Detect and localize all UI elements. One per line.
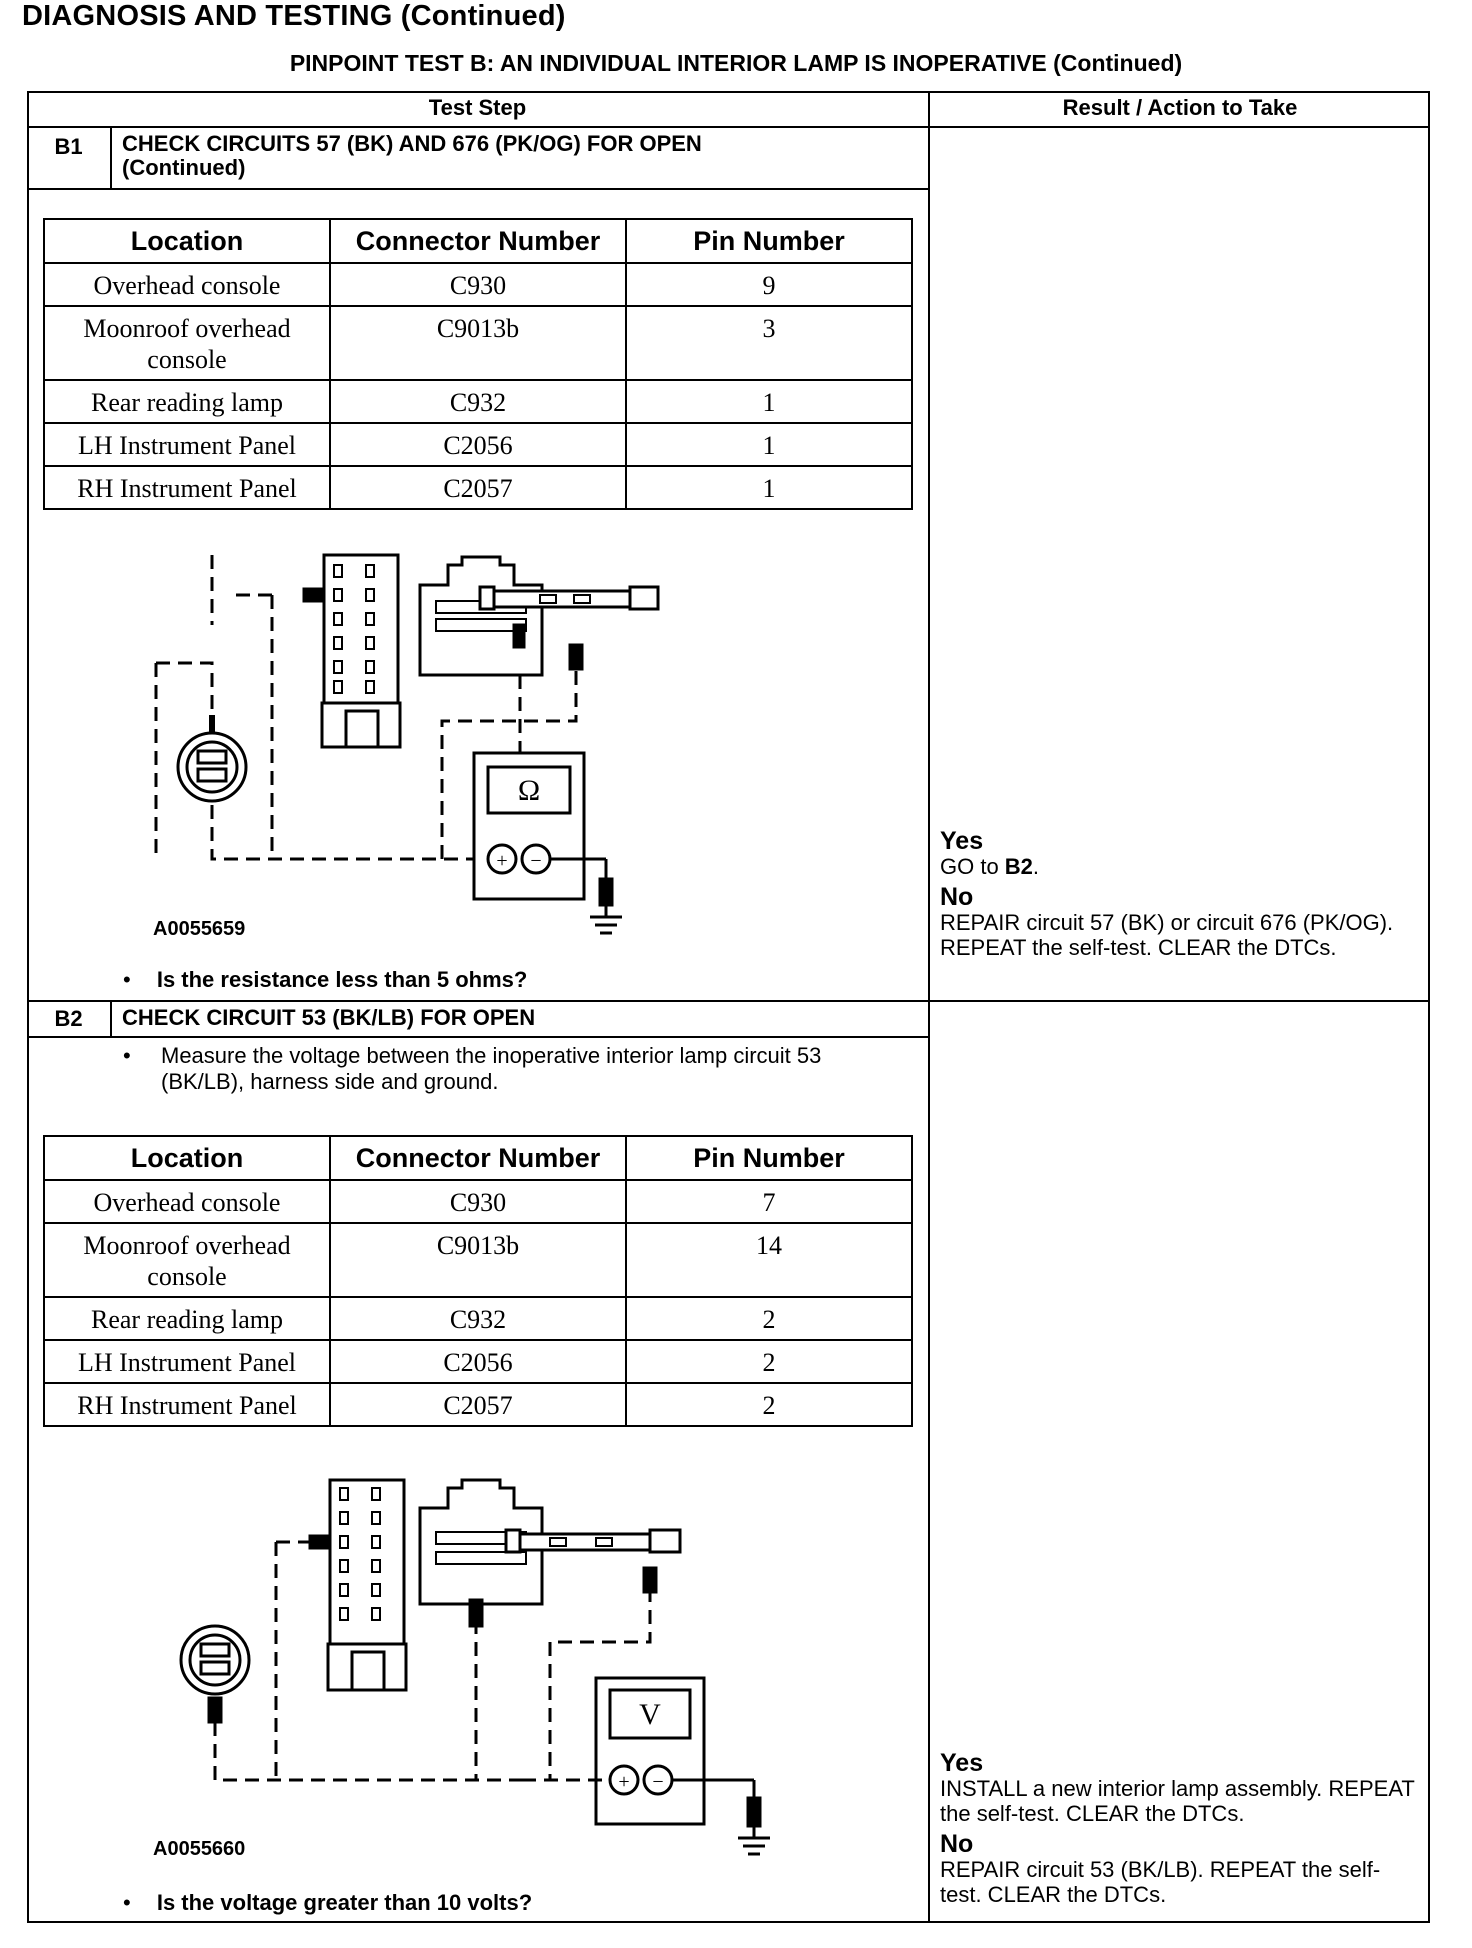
cell-pin: 2 — [626, 1340, 912, 1383]
wiring-diagram-b1 — [100, 545, 820, 945]
table-row — [44, 1223, 912, 1297]
wiring-diagram-b2 — [150, 1472, 810, 1872]
cell-connector: C2056 — [330, 423, 626, 466]
page-title: DIAGNOSIS AND TESTING (Continued) — [22, 0, 566, 32]
cell-location: Rear reading lamp — [44, 380, 330, 423]
table-row — [44, 380, 912, 423]
column-header-result: Result / Action to Take — [1062, 95, 1298, 120]
cell-location: Overhead console — [44, 1180, 330, 1223]
table-row — [44, 1340, 912, 1383]
step-title-line: (Continued) — [122, 155, 246, 180]
lamp-socket-icon — [181, 1626, 249, 1722]
negative-terminal-icon: − — [652, 1771, 664, 1793]
step-title — [122, 132, 702, 180]
cell-pin: 2 — [626, 1297, 912, 1340]
result-b1 — [940, 823, 1420, 960]
no-label: No — [940, 1830, 974, 1858]
cell-pin: 2 — [626, 1383, 912, 1426]
cell-location: Rear reading lamp — [44, 1297, 330, 1340]
no-text: REPAIR circuit 53 (BK/LB). REPEAT the self-test. CLEAR the DTCs. — [940, 1857, 1381, 1907]
cell-location: Moonroof overhead console — [44, 1223, 330, 1297]
lamp-socket-icon — [178, 715, 246, 801]
cell-pin: 3 — [626, 306, 912, 380]
yes-text: GO to B2. — [940, 854, 1040, 879]
question-text: Is the voltage greater than 10 volts? — [156, 1890, 533, 1915]
cell-connector: C9013b — [330, 1223, 626, 1297]
table-row — [44, 423, 912, 466]
cell-location: LH Instrument Panel — [44, 423, 330, 466]
meter-symbol: V — [639, 1698, 661, 1731]
yes-label: Yes — [940, 827, 984, 855]
table-header-row — [44, 1136, 912, 1180]
step-id: B1 — [54, 134, 83, 159]
figure-id: A0055660 — [153, 1838, 246, 1860]
cell-pin: 1 — [626, 466, 912, 509]
cell-connector: C932 — [330, 380, 626, 423]
cell-location: RH Instrument Panel — [44, 466, 330, 509]
table-row — [44, 263, 912, 306]
positive-terminal-icon: + — [618, 1771, 630, 1793]
cell-connector: C930 — [330, 1180, 626, 1223]
column-header-location: Location — [44, 219, 330, 263]
yes-label: Yes — [940, 1749, 984, 1777]
cell-connector: C930 — [330, 263, 626, 306]
question-text: Is the resistance less than 5 ohms? — [156, 967, 528, 992]
cell-pin: 7 — [626, 1180, 912, 1223]
connector-c930-icon — [304, 555, 400, 747]
column-header-connector: Connector Number — [330, 219, 626, 263]
column-header-pin: Pin Number — [626, 1136, 912, 1180]
cell-pin: 1 — [626, 423, 912, 466]
figure-id: A0055659 — [153, 918, 246, 940]
no-label: No — [940, 883, 974, 911]
cell-location: Overhead console — [44, 263, 330, 306]
cell-location: LH Instrument Panel — [44, 1340, 330, 1383]
bullet-icon: • — [123, 967, 131, 992]
cell-pin: 1 — [626, 380, 912, 423]
column-header-location: Location — [44, 1136, 330, 1180]
step-title-line: CHECK CIRCUITS 57 (BK) AND 676 (PK/OG) FOR OPEN — [122, 131, 702, 156]
step-b1-header — [27, 128, 928, 190]
table-row — [44, 1383, 912, 1426]
step-instruction — [123, 1043, 903, 1095]
pinpoint-test-title: PINPOINT TEST B: AN INDIVIDUAL INTERIOR LAMP IS INOPERATIVE (Continued) — [289, 50, 1183, 76]
result-b2 — [940, 1745, 1420, 1907]
cell-connector: C2056 — [330, 1340, 626, 1383]
bullet-icon: • — [123, 1890, 131, 1915]
no-text: REPAIR circuit 57 (BK) or circuit 676 (PK/OG). REPEAT the self-test. CLEAR the DTCs. — [940, 910, 1394, 960]
positive-terminal-icon: + — [496, 850, 508, 872]
table-row — [44, 306, 912, 380]
column-header-test-step: Test Step — [428, 95, 527, 120]
cell-pin: 9 — [626, 263, 912, 306]
step-id-divider — [110, 128, 112, 190]
step-question — [123, 1890, 532, 1916]
table-row — [44, 1297, 912, 1340]
cell-connector: C2057 — [330, 1383, 626, 1426]
negative-terminal-icon: − — [530, 850, 542, 872]
table-row — [44, 1180, 912, 1223]
step-title: CHECK CIRCUIT 53 (BK/LB) FOR OPEN — [122, 1005, 536, 1030]
connector-c930-icon — [310, 1480, 406, 1690]
cell-location: Moonroof overhead console — [44, 306, 330, 380]
cell-connector: C9013b — [330, 306, 626, 380]
instruction-text: Measure the voltage between the inoperative interior lamp circuit 53 (BK/LB), harness side and ground. — [161, 1043, 822, 1094]
column-divider — [928, 91, 930, 1923]
step-title-underline — [27, 188, 928, 190]
step-b2-header — [27, 1002, 928, 1038]
cell-connector: C2057 — [330, 466, 626, 509]
connector-c9013b-icon — [420, 1480, 542, 1626]
step-id-divider — [110, 1002, 112, 1038]
connector-table-b1 — [43, 218, 913, 510]
column-header-connector: Connector Number — [330, 1136, 626, 1180]
voltmeter-icon — [596, 1678, 770, 1854]
step-title-underline — [27, 1036, 928, 1038]
ohmmeter-icon — [474, 753, 622, 933]
connector-c9013b-icon — [420, 557, 542, 675]
column-header-pin: Pin Number — [626, 219, 912, 263]
bullet-icon: • — [123, 1043, 131, 1068]
table-header-row — [44, 219, 912, 263]
connector-table-b2 — [43, 1135, 913, 1427]
meter-symbol: Ω — [517, 774, 541, 807]
yes-text: INSTALL a new interior lamp assembly. REPEAT the self-test. CLEAR the DTCs. — [940, 1776, 1415, 1826]
cell-connector: C932 — [330, 1297, 626, 1340]
step-id: B2 — [54, 1006, 83, 1031]
cell-location: RH Instrument Panel — [44, 1383, 330, 1426]
cell-pin: 14 — [626, 1223, 912, 1297]
step-question — [123, 967, 527, 993]
table-row — [44, 466, 912, 509]
